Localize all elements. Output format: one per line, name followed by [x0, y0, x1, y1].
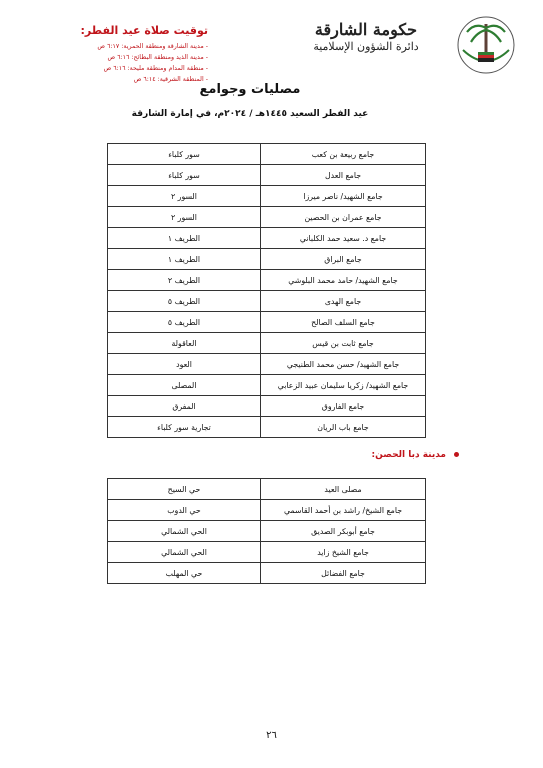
area-cell: الطريف ٥ [108, 291, 261, 312]
table-row [108, 417, 426, 438]
sharjah-emblem-logo [455, 14, 517, 76]
mosque-name-cell: جامع الشهيد/ حسن محمد الطنيجي [261, 354, 426, 375]
mosque-name-cell: جامع الفضائل [261, 563, 426, 584]
page-title: مصليات وجوامع [199, 82, 301, 97]
table-row [108, 354, 426, 375]
mosque-name-cell: جامع البراق [261, 249, 426, 270]
area-cell: الحي الشمالي [108, 542, 261, 563]
section-heading-text: مدينة دبا الحصن: [371, 450, 446, 460]
area-cell: حي السيح [108, 479, 261, 500]
table-row [108, 144, 426, 165]
table-row [108, 563, 426, 584]
prayer-times-title: توقيت صلاة عيد الفطر: [80, 24, 208, 37]
area-cell: المفرق [108, 396, 261, 417]
mosque-name-cell: جامع ثابت بن قيس [261, 333, 426, 354]
government-name: حكومة الشارقة [314, 20, 418, 39]
table-row [108, 186, 426, 207]
table-row [108, 396, 426, 417]
area-cell: حي المهلب [108, 563, 261, 584]
organization-header [281, 20, 451, 53]
area-cell: سور كلباء [108, 144, 261, 165]
area-cell: السور ٢ [108, 207, 261, 228]
mosque-name-cell: جامع الشيخ زايد [261, 542, 426, 563]
mosque-name-cell: جامع باب الريان [261, 417, 426, 438]
table-row [108, 270, 426, 291]
area-cell: الحي الشمالي [108, 521, 261, 542]
mosque-name-cell: جامع الشيخ/ راشد بن أحمد القاسمي [261, 500, 426, 521]
table-row [108, 249, 426, 270]
table-row [108, 375, 426, 396]
area-cell: الطريف ٢ [108, 270, 261, 291]
mosque-name-cell: جامع الشهيد/ زكريا سليمان عبيد الزعابي [261, 375, 426, 396]
area-cell: سور كلباء [108, 165, 261, 186]
mosque-name-cell: جامع الشهيد/ ناصر ميرزا [261, 186, 426, 207]
table-row [108, 542, 426, 563]
mosque-table [107, 143, 426, 438]
table-row [108, 521, 426, 542]
area-cell: الطريف ١ [108, 228, 261, 249]
area-cell: السور ٢ [108, 186, 261, 207]
mosque-name-cell: جامع العدل [261, 165, 426, 186]
bullet-icon [454, 452, 459, 457]
mosque-name-cell: مصلى العيد [261, 479, 426, 500]
mosque-name-cell: جامع الهدى [261, 291, 426, 312]
area-cell: حي الدوب [108, 500, 261, 521]
prayer-time-line: - مدينة الذيد ومنطقة البطائح: ٦:١٦ ص [107, 54, 208, 61]
mosque-name-cell: جامع د. سعيد حمد الكلباني [261, 228, 426, 249]
mosque-name-cell: جامع عمران بن الحصين [261, 207, 426, 228]
department-name: دائرة الشؤون الإسلامية [313, 40, 419, 53]
table-row [108, 500, 426, 521]
table-row [108, 312, 426, 333]
mosque-table [107, 478, 426, 584]
page-number: ٢٦ [266, 730, 277, 741]
table-row [108, 207, 426, 228]
mosque-name-cell: جامع الفاروق [261, 396, 426, 417]
mosque-name-cell: جامع الشهيد/ حامد محمد البلوشي [261, 270, 426, 291]
page-subtitle: عيد الفطر السعيد ١٤٤٥هـ / ٢٠٢٤م، في إمارة الشارقة [131, 109, 369, 119]
area-cell: العاقولة [108, 333, 261, 354]
table-row [108, 228, 426, 249]
prayer-time-line: - منطقة المدام ومنطقة مليحة: ٦:١٦ ص [103, 65, 208, 72]
mosque-name-cell: جامع ربيعة بن كعب [261, 144, 426, 165]
table-row [108, 291, 426, 312]
prayer-times-box [28, 24, 208, 85]
area-cell: الطريف ١ [108, 249, 261, 270]
table-row [108, 333, 426, 354]
mosque-name-cell: جامع أبوبكر الصديق [261, 521, 426, 542]
prayer-time-line: - مدينة الشارقة ومنطقة الحمرية: ٦:١٧ ص [97, 43, 208, 50]
area-cell: تجارية سور كلباء [108, 417, 261, 438]
table-row [108, 165, 426, 186]
mosque-name-cell: جامع السلف الصالح [261, 312, 426, 333]
area-cell: المصلى [108, 375, 261, 396]
area-cell: الطريف ٥ [108, 312, 261, 333]
section-heading [372, 450, 459, 460]
prayer-time-line: - المنطقة الشرقية: ٦:١٤ ص [133, 76, 208, 83]
area-cell: العود [108, 354, 261, 375]
table-row [108, 479, 426, 500]
